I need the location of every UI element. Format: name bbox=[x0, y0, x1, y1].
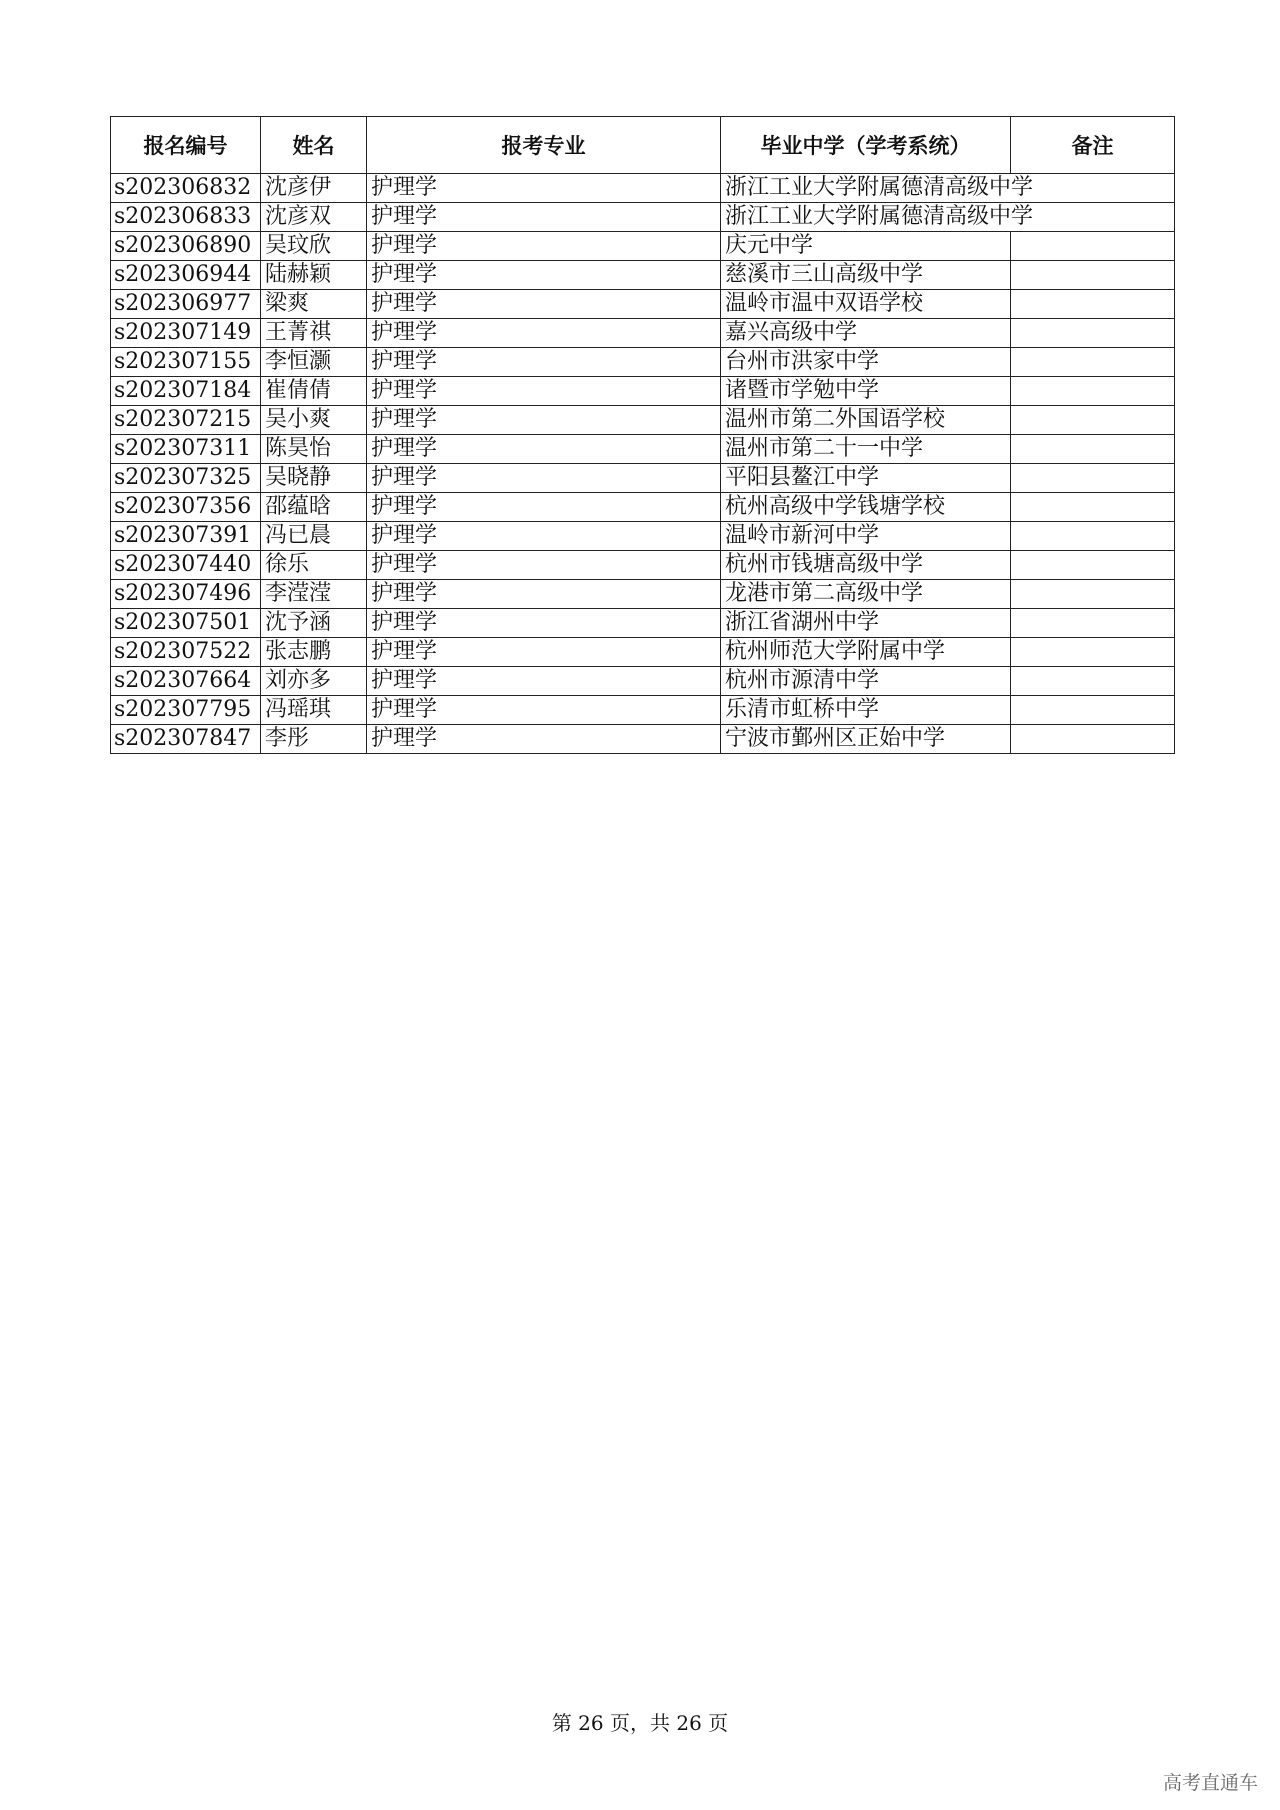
cell-graduating-school: 杭州市钱塘高级中学 bbox=[721, 551, 1011, 580]
cell-registration-number: s202307440 bbox=[111, 551, 261, 580]
header-major: 报考专业 bbox=[367, 117, 721, 174]
table-row bbox=[111, 551, 1175, 580]
cell-name: 徐乐 bbox=[261, 551, 367, 580]
cell-registration-number: s202307522 bbox=[111, 638, 261, 667]
cell-notes bbox=[1011, 667, 1175, 696]
cell-major: 护理学 bbox=[367, 638, 721, 667]
watermark-text: 高考直通车 bbox=[1162, 1772, 1258, 1794]
cell-registration-number: s202307311 bbox=[111, 435, 261, 464]
cell-notes bbox=[1011, 406, 1175, 435]
cell-major: 护理学 bbox=[367, 493, 721, 522]
cell-graduating-school: 平阳县鳌江中学 bbox=[721, 464, 1011, 493]
cell-major: 护理学 bbox=[367, 725, 721, 754]
cell-graduating-school: 龙港市第二高级中学 bbox=[721, 580, 1011, 609]
cell-graduating-school: 慈溪市三山高级中学 bbox=[721, 261, 1011, 290]
cell-notes bbox=[1011, 493, 1175, 522]
cell-registration-number: s202306890 bbox=[111, 232, 261, 261]
cell-name: 李滢滢 bbox=[261, 580, 367, 609]
cell-major: 护理学 bbox=[367, 580, 721, 609]
cell-name: 刘亦多 bbox=[261, 667, 367, 696]
table-row bbox=[111, 580, 1175, 609]
cell-major: 护理学 bbox=[367, 232, 721, 261]
cell-major: 护理学 bbox=[367, 319, 721, 348]
cell-name: 冯已晨 bbox=[261, 522, 367, 551]
cell-major: 护理学 bbox=[367, 551, 721, 580]
cell-name: 崔倩倩 bbox=[261, 377, 367, 406]
header-graduating-school: 毕业中学（学考系统） bbox=[721, 117, 1011, 174]
table-row bbox=[111, 232, 1175, 261]
cell-name: 吴晓静 bbox=[261, 464, 367, 493]
table-row bbox=[111, 464, 1175, 493]
cell-major: 护理学 bbox=[367, 464, 721, 493]
table-row bbox=[111, 203, 1175, 232]
cell-major: 护理学 bbox=[367, 522, 721, 551]
cell-registration-number: s202307496 bbox=[111, 580, 261, 609]
cell-registration-number: s202307149 bbox=[111, 319, 261, 348]
cell-notes bbox=[1011, 319, 1175, 348]
cell-name: 王菁祺 bbox=[261, 319, 367, 348]
cell-graduating-school: 杭州师范大学附属中学 bbox=[721, 638, 1011, 667]
cell-notes bbox=[1011, 377, 1175, 406]
cell-major: 护理学 bbox=[367, 667, 721, 696]
cell-name: 沈予涵 bbox=[261, 609, 367, 638]
cell-graduating-school: 温州市第二外国语学校 bbox=[721, 406, 1011, 435]
cell-graduating-school: 浙江工业大学附属德清高级中学 bbox=[721, 203, 1011, 232]
cell-notes bbox=[1011, 261, 1175, 290]
cell-registration-number: s202307356 bbox=[111, 493, 261, 522]
cell-graduating-school: 嘉兴高级中学 bbox=[721, 319, 1011, 348]
table-row bbox=[111, 261, 1175, 290]
cell-name: 邵蕴晗 bbox=[261, 493, 367, 522]
cell-graduating-school: 温岭市新河中学 bbox=[721, 522, 1011, 551]
table-body bbox=[111, 174, 1175, 754]
cell-registration-number: s202307795 bbox=[111, 696, 261, 725]
cell-name: 吴玟欣 bbox=[261, 232, 367, 261]
table-row bbox=[111, 609, 1175, 638]
table-row bbox=[111, 638, 1175, 667]
cell-major: 护理学 bbox=[367, 609, 721, 638]
cell-name: 李恒灏 bbox=[261, 348, 367, 377]
cell-notes bbox=[1011, 464, 1175, 493]
cell-major: 护理学 bbox=[367, 435, 721, 464]
admission-list-table bbox=[110, 116, 1175, 754]
cell-graduating-school: 庆元中学 bbox=[721, 232, 1011, 261]
table-row bbox=[111, 348, 1175, 377]
cell-notes bbox=[1011, 696, 1175, 725]
cell-notes bbox=[1011, 638, 1175, 667]
cell-registration-number: s202307325 bbox=[111, 464, 261, 493]
table-row bbox=[111, 290, 1175, 319]
cell-name: 沈彦伊 bbox=[261, 174, 367, 203]
cell-graduating-school: 浙江省湖州中学 bbox=[721, 609, 1011, 638]
table-row bbox=[111, 377, 1175, 406]
cell-registration-number: s202307847 bbox=[111, 725, 261, 754]
table-row bbox=[111, 522, 1175, 551]
table-row bbox=[111, 667, 1175, 696]
table-row bbox=[111, 493, 1175, 522]
cell-major: 护理学 bbox=[367, 174, 721, 203]
cell-graduating-school: 诸暨市学勉中学 bbox=[721, 377, 1011, 406]
cell-graduating-school: 温岭市温中双语学校 bbox=[721, 290, 1011, 319]
cell-notes bbox=[1011, 348, 1175, 377]
cell-major: 护理学 bbox=[367, 377, 721, 406]
table-row bbox=[111, 696, 1175, 725]
cell-name: 陆赫颖 bbox=[261, 261, 367, 290]
cell-notes bbox=[1011, 580, 1175, 609]
cell-notes bbox=[1011, 725, 1175, 754]
cell-notes bbox=[1011, 551, 1175, 580]
cell-graduating-school: 宁波市鄞州区正始中学 bbox=[721, 725, 1011, 754]
header-notes: 备注 bbox=[1011, 117, 1175, 174]
cell-major: 护理学 bbox=[367, 348, 721, 377]
table-row bbox=[111, 725, 1175, 754]
cell-notes bbox=[1011, 522, 1175, 551]
cell-major: 护理学 bbox=[367, 261, 721, 290]
cell-graduating-school: 乐清市虹桥中学 bbox=[721, 696, 1011, 725]
header-registration-number: 报名编号 bbox=[111, 117, 261, 174]
cell-notes bbox=[1011, 174, 1175, 203]
cell-registration-number: s202307664 bbox=[111, 667, 261, 696]
cell-registration-number: s202307215 bbox=[111, 406, 261, 435]
cell-registration-number: s202306944 bbox=[111, 261, 261, 290]
cell-graduating-school: 台州市洪家中学 bbox=[721, 348, 1011, 377]
cell-graduating-school: 杭州高级中学钱塘学校 bbox=[721, 493, 1011, 522]
cell-name: 沈彦双 bbox=[261, 203, 367, 232]
cell-name: 陈昊怡 bbox=[261, 435, 367, 464]
cell-major: 护理学 bbox=[367, 203, 721, 232]
table-row bbox=[111, 319, 1175, 348]
table-row bbox=[111, 435, 1175, 464]
table-header-row bbox=[111, 117, 1175, 174]
cell-name: 吴小爽 bbox=[261, 406, 367, 435]
cell-registration-number: s202306833 bbox=[111, 203, 261, 232]
cell-registration-number: s202306832 bbox=[111, 174, 261, 203]
cell-name: 冯瑶琪 bbox=[261, 696, 367, 725]
cell-graduating-school: 浙江工业大学附属德清高级中学 bbox=[721, 174, 1011, 203]
cell-notes bbox=[1011, 290, 1175, 319]
page-number: 第 26 页，共 26 页 bbox=[551, 1711, 729, 1735]
cell-registration-number: s202307155 bbox=[111, 348, 261, 377]
cell-registration-number: s202307391 bbox=[111, 522, 261, 551]
cell-notes bbox=[1011, 435, 1175, 464]
cell-graduating-school: 温州市第二十一中学 bbox=[721, 435, 1011, 464]
cell-graduating-school: 杭州市源清中学 bbox=[721, 667, 1011, 696]
header-name: 姓名 bbox=[261, 117, 367, 174]
cell-notes bbox=[1011, 232, 1175, 261]
cell-registration-number: s202307184 bbox=[111, 377, 261, 406]
table-row bbox=[111, 406, 1175, 435]
table-row bbox=[111, 174, 1175, 203]
cell-name: 李彤 bbox=[261, 725, 367, 754]
cell-name: 梁爽 bbox=[261, 290, 367, 319]
cell-notes bbox=[1011, 203, 1175, 232]
cell-registration-number: s202307501 bbox=[111, 609, 261, 638]
cell-registration-number: s202306977 bbox=[111, 290, 261, 319]
cell-major: 护理学 bbox=[367, 406, 721, 435]
cell-major: 护理学 bbox=[367, 290, 721, 319]
cell-major: 护理学 bbox=[367, 696, 721, 725]
cell-notes bbox=[1011, 609, 1175, 638]
cell-name: 张志鹏 bbox=[261, 638, 367, 667]
